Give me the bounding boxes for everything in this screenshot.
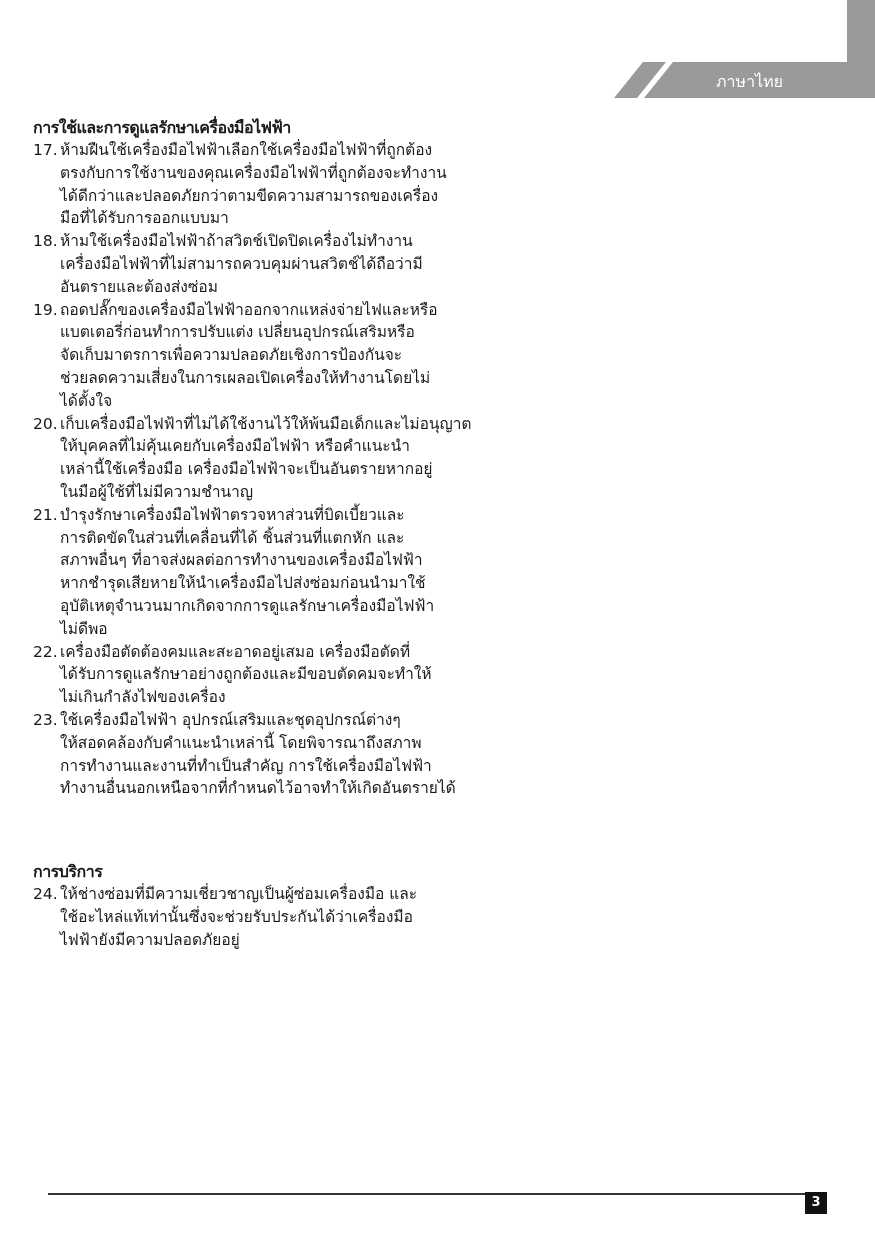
item-list: [33, 139, 472, 800]
item-text: ไม่ดีพอ: [60, 619, 108, 638]
list-item: [33, 413, 472, 504]
item-line: [33, 367, 433, 390]
item-text: เก็บเครื่องมือไฟฟ้าที่ไม่ได้ใช้งานไว้ให้พ้นมือเด็กและไม่อนุญาต: [60, 414, 472, 433]
item-text: ให้สอดคล้องกับคำแนะนำเหล่านี้ โดยพิจารณาถึงสภาพ: [60, 733, 422, 752]
item-text: แบตเตอรี่ก่อนทำการปรับแต่ง เปลี่ยนอุปกรณ์เสริมหรือ: [60, 323, 415, 342]
item-number: 24.: [33, 885, 58, 903]
item-number: 18.: [33, 232, 58, 251]
item-line: [33, 686, 433, 709]
item-line: [33, 435, 433, 458]
item-text: การทำงานและงานที่ทำเป็นสำคัญ การใช้เครื่องมือไฟฟ้า: [60, 756, 432, 775]
item-number: 23.: [33, 710, 58, 729]
item-text: เครื่องมือตัดต้องคมและสะอาดอยู่เสมอ เครื่องมือตัดที่: [60, 642, 411, 661]
item-text: ใช้อะไหล่แท้เท่านั้นซึ่งจะช่วยรับประกันได้ว่าเครื่องมือ: [60, 907, 413, 926]
item-text: จัดเก็บมาตรการเพื่อความปลอดภัยเชิงการป้องกันจะ: [60, 346, 403, 365]
item-line: [33, 906, 433, 929]
list-item: [33, 504, 433, 641]
list-item: [33, 299, 438, 413]
list-item: [33, 230, 433, 298]
item-line: [33, 883, 433, 906]
section-service: [33, 861, 433, 951]
item-text: บำรุงรักษาเครื่องมือไฟฟ้าตรวจหาส่วนที่บิดเบี้ยวและ: [60, 505, 405, 524]
item-text: ถอดปลั๊กของเครื่องมือไฟฟ้าออกจากแหล่งจ่ายไฟและหรือ: [60, 300, 438, 319]
item-line: [33, 276, 433, 299]
item-line: [33, 344, 433, 367]
item-number: 17.: [33, 141, 58, 159]
item-text: ให้บุคคลที่ไม่คุ้นเคยกับเครื่องมือไฟฟ้า หรือคำแนะนำ: [60, 437, 410, 456]
item-text: เหล่านี้ใช้เครื่องมือ เครื่องมือไฟฟ้าจะเป็นอันตรายหากอยู่: [60, 460, 433, 479]
item-line: [33, 458, 433, 481]
item-line: [33, 139, 433, 162]
footer-rule: [48, 1193, 806, 1195]
item-text: อุบัติเหตุจำนวนมากเกิดจากการดูแลรักษาเครื่องมือไฟฟ้า: [60, 596, 435, 615]
item-line: [33, 390, 433, 413]
section-usage-care: [33, 117, 472, 800]
list-item: [33, 709, 456, 800]
item-line: [33, 207, 433, 230]
item-line: [33, 618, 433, 641]
item-line: [33, 709, 433, 732]
item-line: [33, 321, 433, 344]
list-item: [33, 883, 433, 951]
item-text: ทำงานอื่นนอกเหนือจากที่กำหนดไว้อาจทำให้เกิดอันตรายได้: [60, 779, 456, 798]
list-item: [33, 139, 447, 230]
item-text: ให้ช่างซ่อมที่มีความเชี่ยวชาญเป็นผู้ซ่อมเครื่องมือ และ: [60, 885, 418, 903]
item-line: [33, 663, 433, 686]
item-text: อันตรายและต้องส่งซ่อม: [60, 277, 218, 296]
item-number: 22.: [33, 642, 58, 661]
item-line: [33, 572, 433, 595]
item-text: ได้รับการดูแลรักษาอย่างถูกต้องและมีขอบตัดคมจะทำให้: [60, 665, 432, 684]
item-text: หากชำรุดเสียหายให้นำเครื่องมือไปส่งซ่อมก่อนนำมาใช้: [60, 574, 426, 593]
section-heading: การบริการ: [33, 862, 103, 881]
item-line: [33, 549, 433, 572]
item-line: [33, 230, 433, 253]
item-line: [33, 527, 433, 550]
item-text: ใช้เครื่องมือไฟฟ้า อุปกรณ์เสริมและชุดอุปกรณ์ต่างๆ: [60, 710, 401, 729]
item-text: ในมือผู้ใช้ที่ไม่มีความชำนาญ: [60, 482, 254, 501]
item-line: [33, 929, 433, 952]
item-line: [33, 299, 438, 322]
item-line: [33, 595, 433, 618]
item-list: [33, 883, 433, 951]
item-text: ห้ามใช้เครื่องมือไฟฟ้าถ้าสวิตช์เปิดปิดเครื่องไม่ทำงาน: [60, 232, 413, 251]
item-text: ได้ดีกว่าและปลอดภัยกว่าตามขีดความสามารถของเครื่อง: [60, 186, 439, 205]
item-text: ได้ตั้งใจ: [60, 391, 113, 410]
item-text: มือที่ได้รับการออกแบบมา: [60, 209, 229, 228]
section-heading: การใช้และการดูแลรักษาเครื่องมือไฟฟ้า: [33, 118, 291, 137]
item-number: 20.: [33, 414, 58, 433]
item-line: [33, 504, 433, 527]
item-number: 19.: [33, 300, 58, 319]
item-text: สภาพอื่นๆ ที่อาจส่งผลต่อการทำงานของเครื่องมือไฟฟ้า: [60, 551, 423, 570]
item-text: เครื่องมือไฟฟ้าที่ไม่สามารถควบคุมผ่านสวิตช์ได้ถือว่ามี: [60, 254, 423, 273]
item-line: [33, 641, 433, 664]
item-line: [33, 253, 433, 276]
item-text: ตรงกับการใช้งานของคุณเครื่องมือไฟฟ้าที่ถูกต้องจะทำงาน: [60, 163, 447, 182]
item-line: [33, 777, 456, 800]
item-line: [33, 162, 447, 185]
item-text: ไม่เกินกำลังไฟของเครื่อง: [60, 688, 226, 707]
item-number: 21.: [33, 505, 58, 524]
item-text: ห้ามฝืนใช้เครื่องมือไฟฟ้าเลือกใช้เครื่องมือไฟฟ้าที่ถูกต้อง: [60, 141, 433, 159]
item-line: [33, 185, 439, 208]
list-item: [33, 641, 433, 709]
item-text: ช่วยลดความเสี่ยงในการเผลอเปิดเครื่องให้ทำงานโดยไม่: [60, 368, 431, 387]
page-number: 3: [805, 1192, 827, 1214]
language-label: ภาษาไทย: [716, 72, 784, 91]
item-line: [33, 481, 433, 504]
item-text: ไฟฟ้ายังมีความปลอดภัยอยู่: [60, 930, 240, 949]
item-line: [33, 413, 472, 436]
item-text: การติดขัดในส่วนที่เคลื่อนที่ได้ ชิ้นส่วนที่แตกหัก และ: [60, 528, 405, 547]
item-line: [33, 755, 433, 778]
item-line: [33, 732, 433, 755]
